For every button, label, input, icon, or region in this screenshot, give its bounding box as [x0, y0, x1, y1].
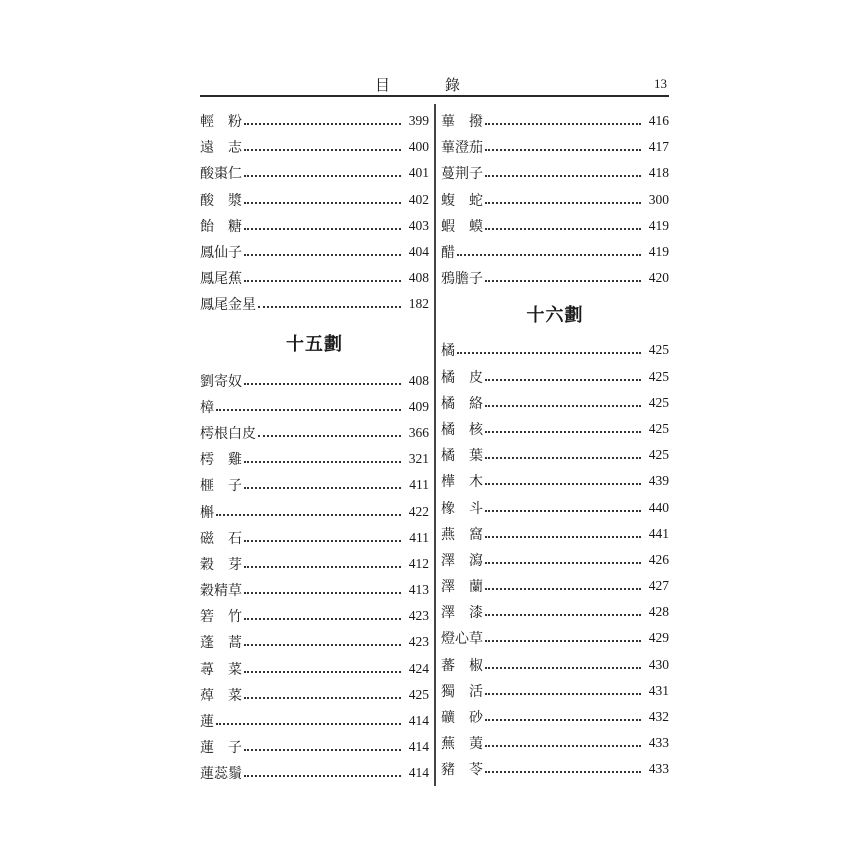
- entry-page-number: 399: [408, 113, 429, 129]
- entry-name: 樟: [200, 399, 214, 416]
- dot-leader: [485, 510, 641, 512]
- entry-page-number: 417: [648, 139, 669, 155]
- toc-entry: [441, 704, 669, 730]
- entry-name: 蔓荆子: [441, 166, 483, 183]
- toc-entry: [200, 682, 429, 708]
- toc-entry: [200, 291, 429, 317]
- dot-leader: [485, 457, 641, 459]
- toc-entry: [200, 394, 429, 420]
- entry-page-number: 439: [648, 473, 669, 489]
- entry-page-number: 419: [648, 217, 669, 233]
- entry-name: 遠 志: [200, 140, 242, 157]
- entry-page-number: 401: [408, 165, 429, 181]
- dot-leader: [244, 592, 401, 594]
- entry-name: 橘 核: [441, 421, 483, 438]
- entry-name: 蓬 蒿: [200, 635, 242, 652]
- entry-page-number: 416: [648, 113, 669, 129]
- entry-name: 蔊 菜: [200, 687, 242, 704]
- toc-entry: [200, 498, 429, 524]
- dot-leader: [244, 775, 401, 777]
- dot-leader: [485, 280, 641, 282]
- toc-entry: [200, 446, 429, 472]
- entry-name: 酸 漿: [200, 192, 242, 209]
- header-title-char-2: 錄: [445, 76, 461, 94]
- toc-entry: [441, 652, 669, 678]
- toc-entry: [441, 730, 669, 756]
- entry-page-number: 366: [408, 424, 429, 440]
- toc-entry: [441, 265, 669, 291]
- entry-page-number: 413: [408, 582, 429, 598]
- toc-entry: [200, 525, 429, 551]
- entry-name: 鳳仙子: [200, 245, 242, 262]
- toc-entry: [441, 468, 669, 494]
- toc-entry: [441, 494, 669, 520]
- entry-page-number: 425: [648, 420, 669, 436]
- dot-leader: [244, 671, 401, 673]
- dot-leader: [244, 123, 401, 125]
- entry-name: 蓽澄茄: [441, 140, 483, 157]
- toc-entry: [441, 442, 669, 468]
- entry-name: 橘 絡: [441, 395, 483, 412]
- toc-entry: [200, 420, 429, 446]
- entry-page-number: 420: [648, 270, 669, 286]
- entry-name: 樺 木: [441, 474, 483, 491]
- toc-entry: [441, 390, 669, 416]
- dot-leader: [244, 202, 401, 204]
- entry-page-number: 408: [408, 372, 429, 388]
- toc-entry: [200, 160, 429, 186]
- dot-leader: [485, 771, 641, 773]
- dot-leader: [485, 149, 641, 151]
- entry-page-number: 425: [648, 342, 669, 358]
- entry-name: 燈心草: [441, 631, 483, 648]
- toc-entry: [200, 187, 429, 213]
- entry-page-number: 424: [408, 660, 429, 676]
- entry-name: 蓮蕊鬚: [200, 766, 242, 783]
- dot-leader: [244, 228, 401, 230]
- header-rule: [200, 95, 669, 97]
- toc-entry: [441, 547, 669, 573]
- right-column: [441, 108, 669, 783]
- entry-name: 蓽 撥: [441, 114, 483, 131]
- entry-page-number: 418: [648, 165, 669, 181]
- entry-name: 榧 子: [200, 478, 242, 495]
- entry-page-number: 429: [648, 630, 669, 646]
- entry-page-number: 426: [648, 551, 669, 567]
- left-entries-top: [200, 108, 429, 318]
- dot-leader: [244, 540, 401, 542]
- entry-page-number: 427: [648, 578, 669, 594]
- entry-page-number: 425: [408, 686, 429, 702]
- dot-leader: [244, 254, 401, 256]
- entry-name: 鳳尾金星: [200, 297, 256, 314]
- page-number: 13: [654, 76, 667, 91]
- section-title-15-strokes: 十五劃: [286, 333, 343, 355]
- dot-leader: [244, 487, 401, 489]
- toc-entry: [200, 368, 429, 394]
- dot-leader: [485, 536, 641, 538]
- toc-entry: [200, 603, 429, 629]
- entry-name: 豬 苓: [441, 762, 483, 779]
- dot-leader: [216, 409, 401, 411]
- entry-name: 橘: [441, 343, 455, 360]
- entry-name: 箬 竹: [200, 609, 242, 626]
- dot-leader: [485, 202, 641, 204]
- right-entries-top: [441, 108, 669, 291]
- toc-entry: [200, 108, 429, 134]
- entry-name: 樗 雞: [200, 452, 242, 469]
- toc-entry: [441, 599, 669, 625]
- dot-leader: [258, 306, 401, 308]
- entry-page-number: 412: [408, 555, 429, 571]
- toc-entry: [200, 656, 429, 682]
- entry-page-number: 414: [408, 765, 429, 781]
- entry-name: 輕 粉: [200, 114, 242, 131]
- entry-name: 穀 芽: [200, 556, 242, 573]
- entry-name: 樗根白皮: [200, 425, 256, 442]
- running-header: [200, 72, 669, 96]
- toc-entry: [200, 734, 429, 760]
- entry-page-number: 411: [409, 477, 429, 493]
- entry-page-number: 428: [648, 604, 669, 620]
- toc-entry: [441, 625, 669, 651]
- entry-name: 蓮 子: [200, 740, 242, 757]
- entry-page-number: 430: [648, 656, 669, 672]
- entry-name: 燕 窩: [441, 526, 483, 543]
- entry-page-number: 432: [648, 709, 669, 725]
- entry-name: 橘 葉: [441, 448, 483, 465]
- column-divider: [434, 104, 436, 786]
- dot-leader: [244, 461, 401, 463]
- entry-page-number: 400: [408, 139, 429, 155]
- entry-page-number: 408: [408, 270, 429, 286]
- toc-entry: [441, 160, 669, 186]
- entry-page-number: 414: [408, 713, 429, 729]
- entry-name: 鴉膽子: [441, 271, 483, 288]
- entry-page-number: 409: [408, 398, 429, 414]
- dot-leader: [244, 175, 401, 177]
- entry-page-number: 433: [648, 735, 669, 751]
- dot-leader: [485, 719, 641, 721]
- entry-name: 穀精草: [200, 583, 242, 600]
- dot-leader: [485, 123, 641, 125]
- toc-entry: [200, 213, 429, 239]
- dot-leader: [485, 379, 641, 381]
- entry-name: 蓮: [200, 714, 214, 731]
- dot-leader: [244, 618, 401, 620]
- dot-leader: [244, 566, 401, 568]
- toc-entry: [200, 472, 429, 498]
- entry-page-number: 425: [648, 368, 669, 384]
- toc-entry: [441, 337, 669, 363]
- entry-page-number: 423: [408, 608, 429, 624]
- entry-name: 礦 砂: [441, 710, 483, 727]
- entry-page-number: 425: [648, 394, 669, 410]
- toc-entry: [441, 187, 669, 213]
- dot-leader: [485, 431, 641, 433]
- entry-name: 磁 石: [200, 530, 242, 547]
- section-title-16-strokes: 十六劃: [526, 305, 584, 327]
- toc-entry: [200, 629, 429, 655]
- left-entries-bottom: [200, 368, 429, 787]
- toc-entry: [441, 213, 669, 239]
- entry-page-number: 419: [648, 244, 669, 260]
- dot-leader: [485, 562, 641, 564]
- dot-leader: [258, 435, 401, 437]
- dot-leader: [485, 588, 641, 590]
- entry-name: 醋: [441, 245, 455, 262]
- entry-page-number: 411: [409, 529, 429, 545]
- dot-leader: [485, 175, 641, 177]
- entry-name: 獨 活: [441, 683, 483, 700]
- entry-page-number: 422: [408, 503, 429, 519]
- dot-leader: [216, 514, 401, 516]
- toc-entry: [441, 678, 669, 704]
- entry-name: 劉寄奴: [200, 373, 242, 390]
- entry-page-number: 425: [648, 447, 669, 463]
- dot-leader: [457, 352, 641, 354]
- dot-leader: [485, 483, 641, 485]
- entry-name: 槲: [200, 504, 214, 521]
- entry-page-number: 414: [408, 739, 429, 755]
- entry-page-number: 423: [408, 634, 429, 650]
- entry-name: 橡 斗: [441, 500, 483, 517]
- entry-name: 蕁 菜: [200, 661, 242, 678]
- entry-name: 蕃 椒: [441, 657, 483, 674]
- entry-page-number: 402: [408, 191, 429, 207]
- entry-name: 飴 糖: [200, 218, 242, 235]
- dot-leader: [485, 640, 641, 642]
- toc-entry: [200, 551, 429, 577]
- toc-entry: [441, 521, 669, 547]
- entry-name: 澤 瀉: [441, 552, 483, 569]
- dot-leader: [485, 614, 641, 616]
- toc-entry: [441, 573, 669, 599]
- dot-leader: [244, 749, 401, 751]
- dot-leader: [485, 405, 641, 407]
- dot-leader: [485, 693, 641, 695]
- dot-leader: [244, 280, 401, 282]
- entry-name: 澤 蘭: [441, 579, 483, 596]
- entry-page-number: 431: [648, 682, 669, 698]
- dot-leader: [485, 745, 641, 747]
- entry-name: 澤 漆: [441, 605, 483, 622]
- entry-name: 蝦 蟆: [441, 218, 483, 235]
- toc-entry: [441, 756, 669, 782]
- toc-entry: [441, 108, 669, 134]
- toc-entry: [200, 134, 429, 160]
- dot-leader: [457, 254, 641, 256]
- dot-leader: [485, 228, 641, 230]
- entry-name: 蕪 荑: [441, 736, 483, 753]
- entry-name: 鳳尾蕉: [200, 271, 242, 288]
- dot-leader: [244, 383, 401, 385]
- entry-page-number: 300: [648, 191, 669, 207]
- entry-page-number: 403: [408, 217, 429, 233]
- dot-leader: [244, 149, 401, 151]
- dot-leader: [485, 667, 641, 669]
- entry-page-number: 433: [648, 761, 669, 777]
- entry-page-number: 321: [408, 451, 429, 467]
- toc-entry: [441, 416, 669, 442]
- header-title-char-1: 目: [375, 76, 391, 94]
- dot-leader: [244, 644, 401, 646]
- entry-name: 橘 皮: [441, 369, 483, 386]
- entry-page-number: 441: [648, 525, 669, 541]
- toc-entry: [441, 239, 669, 265]
- toc-entry: [200, 239, 429, 265]
- toc-entry: [441, 134, 669, 160]
- toc-entry: [200, 760, 429, 786]
- toc-entry: [200, 577, 429, 603]
- entry-name: 酸棗仁: [200, 166, 242, 183]
- dot-leader: [244, 697, 401, 699]
- entry-page-number: 440: [648, 499, 669, 515]
- entry-page-number: 404: [408, 244, 429, 260]
- left-column: [200, 108, 429, 787]
- toc-entry: [441, 364, 669, 390]
- toc-entry: [200, 265, 429, 291]
- dot-leader: [216, 723, 401, 725]
- toc-entry: [200, 708, 429, 734]
- right-entries-bottom: [441, 337, 669, 782]
- entry-name: 蝮 蛇: [441, 192, 483, 209]
- entry-page-number: 182: [408, 296, 429, 312]
